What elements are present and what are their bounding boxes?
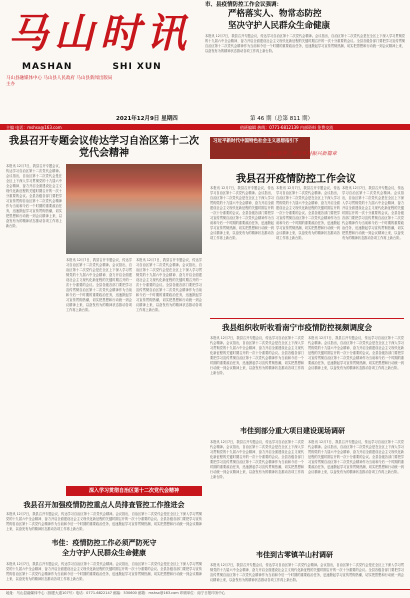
quote-line1: 韦佳：疫情防控工作必须严防死守 — [51, 538, 157, 547]
lead-topic: 市、县疫情防控工作会议强调： — [205, 2, 283, 8]
right-body-1b: 本报讯 12月7日，我县召开专题会议，传达学习自治区第十二次党代会精神。会议指出，自治区第十二次党代会是在全区上下深入学习贯彻党的十九届六中全会精神、奋力开启全面建设社会主义现代化新征程的关键时期召开的一次十分重要的会议。全县各级各部门要把学习宣传贯彻自治区第十二次党代会精神作为当前和今后一个时期的重要政治任务，迅速掀起学习宣传贯彻热潮，切实把思想和行动统一到会议精神上来，以奋发有为的精神状态推动各项工作再上新台阶。 — [276, 186, 340, 240]
lead-headline-line1: 严格落实人、物常态防控 — [228, 9, 322, 19]
lead-headline-line2: 坚决守护人民群众生命健康 — [228, 21, 331, 31]
right-body-3b: 本报讯 12月7日，我县召开专题会议，传达学习自治区第十二次党代会精神。会议指出，自治区第十二次党代会是在全区上下深入学习贯彻党的十九届六中全会精神、奋力开启全面建设社会主义现代化新征程的关键时期召开的一次十分重要的会议。全县各级各部门要把学习宣传贯彻自治区第十二次党代会精神作为当前和今后一个时期的重要政治任务，迅速掀起学习宣传贯彻热潮，切实把思想和行动统一到会议精神上来，以奋发有为的精神状态推动各项工作再上新台阶。 — [308, 440, 404, 474]
lead-headline — [228, 8, 330, 32]
main-body-col3: 本报讯 12月7日，我县召开专题会议，传达学习自治区第十二次党代会精神。会议指出，自治区第十二次党代会是在全区上下深入学习贯彻党的十九届六中全会精神、奋力开启全面建设社会主义现代化新征程的关键时期召开的一次十分重要的会议。全县各级各部门要把学习宣传贯彻自治区第十二次党代会精神作为当前和今后一个时期的重要政治任务，迅速掀起学习宣传贯彻热潮，切实把思想和行动统一到会议精神上来，以奋发有为的精神状态推动各项工作再上新台阶。 — [136, 258, 202, 312]
issue-number: 第 46 期（总第 811 期） — [250, 116, 313, 122]
right-body-1a: 本报讯 12月7日，我县召开专题会议，传达学习自治区第十二次党代会精神。会议指出，自治区第十二次党代会是在全区上下深入学习贯彻党的十九届六中全会精神、奋力开启全面建设社会主义现代化新征程的关键时期召开的一次十分重要的会议。全县各级各部门要把学习宣传贯彻自治区第十二次党代会精神作为当前和今后一个时期的重要政治任务，迅速掀起学习宣传贯彻热潮，切实把思想和行动统一到会议精神上来，以奋发有为的精神状态推动各项工作再上新台阶。 — [210, 186, 274, 240]
right-body-2a: 本报讯 12月7日，我县召开专题会议，传达学习自治区第十二次党代会精神。会议指出，自治区第十二次党代会是在全区上下深入学习贯彻党的十九届六中全会精神、奋力开启全面建设社会主义现代化新征程的关键时期召开的一次十分重要的会议。全县各级各部门要把学习宣传贯彻自治区第十二次党代会精神作为当前和今后一个时期的重要政治任务，迅速掀起学习宣传贯彻热潮，切实把思想和行动统一到会议精神上来，以奋发有为的精神状态推动各项工作再上新台阶。 — [210, 336, 304, 375]
pinyin-left: MASHAN — [22, 62, 73, 72]
newspaper-logo: 马山时讯 — [8, 10, 192, 57]
right-headline-3: 韦佳到部分重大项目建设现场调研 — [240, 426, 345, 435]
right-headline-4: 韦佳到古零镇羊山村调研 — [256, 550, 333, 559]
right-body-4: 本报讯 12月7日，我县召开专题会议，传达学习自治区第十二次党代会精神。会议指出，自治区第十二次党代会是在全区上下深入学习贯彻党的十九届六中全会精神、奋力开启全面建设社会主义现代化新征程的关键时期召开的一次十分重要的会议。全县各级各部门要把学习宣传贯彻自治区第十二次党代会精神作为当前和今后一个时期的重要政治任务，迅速掀起学习宣传贯彻热潮，切实把思想和行动统一到会议精神上来，以奋发有为的精神状态推动各项工作再上新台阶。 — [210, 563, 404, 582]
lead-body: 本报讯 12月7日，我县召开专题会议，传达学习自治区第十二次党代会精神。会议指出，自治区第十二次党代会是在全区上下深入学习贯彻党的十九届六中全会精神、奋力开启全面建设社会主义现代化新征程的关键时期召开的一次十分重要的会议。全县各级各部门要把学习宣传贯彻自治区第十二次党代会精神作为当前和今后一个时期的重要政治任务，迅速掀起学习宣传贯彻热潮，切实把思想和行动统一到会议精神上来，以奋发有为的精神状态推动各项工作再上新台阶。 — [205, 34, 405, 53]
sub-headline: 我县召开加强疫情防控重点人员排查管控工作推进会 — [23, 500, 185, 509]
right-body-2b: 本报讯 12月7日，我县召开专题会议，传达学习自治区第十二次党代会精神。会议指出，自治区第十二次党代会是在全区上下深入学习贯彻党的十九届六中全会精神、奋力开启全面建设社会主义现代化新征程的关键时期召开的一次十分重要的会议。全县各级各部门要把学习宣传贯彻自治区第十二次党代会精神作为当前和今后一个时期的重要政治任务，迅速掀起学习宣传贯彻热潮，切实把思想和行动统一到会议精神上来，以奋发有为的精神状态推动各项工作再上新台阶。 — [308, 336, 404, 370]
footer-text: 地址：马山县融媒体中心（拥建大道107号）电话：0771-6822147 邮编：530600 邮箱：mshsx@163.com 印刷单位：南宁日报印务中心 — [6, 591, 226, 595]
topic-banner: 深入学习贯彻自治区第十二次党代会精神 — [66, 486, 202, 496]
bar-right-text: 值班编辑 热线：0771-6812139 内部资料 免费交流 — [240, 125, 334, 130]
pinyin-right: SHI XUN — [112, 62, 162, 72]
theme-stamp-text: 习近平新时代中国特色社会主义思想指引下 — [213, 139, 299, 144]
quote-line2: 全力守护人民群众生命健康 — [62, 548, 146, 557]
issue-date: 2021年12月9日 星期四 — [116, 116, 178, 122]
theme-stamp-sub: 一往直前奔 · 谱写乡村振兴新篇章 — [262, 151, 337, 157]
right-headline-2: 我县组织收听收看南宁市疫情防控视频调度会 — [222, 323, 372, 332]
meeting-photo — [66, 164, 202, 254]
bar-left-text: 主编 电话：mshsx@163.com — [6, 125, 62, 130]
main-body-col1: 本报讯 12月7日，我县召开专题会议，传达学习自治区第十二次党代会精神。会议指出，自治区第十二次党代会是在全区上下深入学习贯彻党的十九届六中全会精神、奋力开启全面建设社会主义现代化新征程的关键时期召开的一次十分重要的会议。全县各级各部门要把学习宣传贯彻自治区第十二次党代会精神作为当前和今后一个时期的重要政治任务，迅速掀起学习宣传贯彻热潮，切实把思想和行动统一到会议精神上来，以奋发有为的精神状态推动各项工作再上新台阶。 — [6, 164, 62, 228]
right-body-1c: 本报讯 12月7日，我县召开专题会议，传达学习自治区第十二次党代会精神。会议指出，自治区第十二次党代会是在全区上下深入学习贯彻党的十九届六中全会精神、奋力开启全面建设社会主义现代化新征程的关键时期召开的一次十分重要的会议。全县各级各部门要把学习宣传贯彻自治区第十二次党代会精神作为当前和今后一个时期的重要政治任务，迅速掀起学习宣传贯彻热潮，切实把思想和行动统一到会议精神上来，以奋发有为的精神状态推动各项工作再上新台阶。 — [342, 186, 404, 240]
main-headline: 我县召开专题会议传达学习自治区第十二次党代会精神 — [9, 136, 199, 159]
right-body-3a: 本报讯 12月7日，我县召开专题会议，传达学习自治区第十二次党代会精神。会议指出，自治区第十二次党代会是在全区上下深入学习贯彻党的十九届六中全会精神、奋力开启全面建设社会主义现代化新征程的关键时期召开的一次十分重要的会议。全县各级各部门要把学习宣传贯彻自治区第十二次党代会精神作为当前和今后一个时期的重要政治任务，迅速掀起学习宣传贯彻热潮，切实把思想和行动统一到会议精神上来，以奋发有为的精神状态推动各项工作再上新台阶。 — [210, 440, 304, 479]
main-body-col2: 本报讯 12月7日，我县召开专题会议，传达学习自治区第十二次党代会精神。会议指出，自治区第十二次党代会是在全区上下深入学习贯彻党的十九届六中全会精神、奋力开启全面建设社会主义现代化新征程的关键时期召开的一次十分重要的会议。全县各级各部门要把学习宣传贯彻自治区第十二次党代会精神作为当前和今后一个时期的重要政治任务，迅速掀起学习宣传贯彻热潮，切实把思想和行动统一到会议精神上来，以奋发有为的精神状态推动各项工作再上新台阶。 — [66, 258, 132, 312]
right-headline-1: 我县召开疫情防控工作会议 — [236, 174, 356, 185]
publisher-line: 马山县融媒体中心 马山县人民政府 马山县新闻出版局主办 — [6, 76, 113, 87]
quote-headline — [6, 538, 202, 558]
masthead-pinyin — [22, 62, 202, 72]
quote-body: 本报讯 12月7日，我县召开专题会议，传达学习自治区第十二次党代会精神。会议指出，自治区第十二次党代会是在全区上下深入学习贯彻党的十九届六中全会精神、奋力开启全面建设社会主义现代化新征程的关键时期召开的一次十分重要的会议。全县各级各部门要把学习宣传贯彻自治区第十二次党代会精神作为当前和今后一个时期的重要政治任务，迅速掀起学习宣传贯彻热潮，切实把思想和行动统一到会议精神上来，以奋发有为的精神状态推动各项工作再上新台阶。 — [6, 562, 202, 581]
sub-body: 本报讯 12月7日，我县召开专题会议，传达学习自治区第十二次党代会精神。会议指出，自治区第十二次党代会是在全区上下深入学习贯彻党的十九届六中全会精神、奋力开启全面建设社会主义现代化新征程的关键时期召开的一次十分重要的会议。全县各级各部门要把学习宣传贯彻自治区第十二次党代会精神作为当前和今后一个时期的重要政治任务，迅速掀起学习宣传贯彻热潮，切实把思想和行动统一到会议精神上来，以奋发有为的精神状态推动各项工作再上新台阶。 — [6, 512, 202, 531]
divider-1 — [210, 318, 404, 319]
